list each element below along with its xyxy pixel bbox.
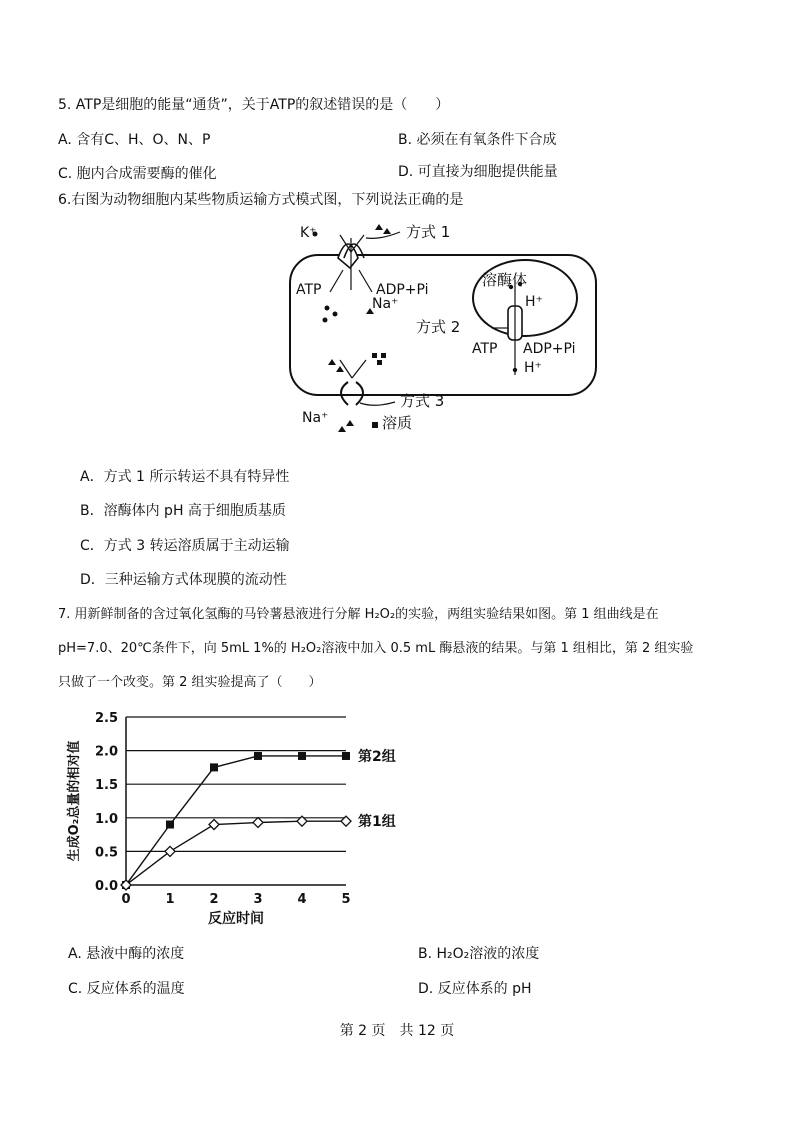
q5-option-a: A. 含有C、H、O、N、P <box>58 132 211 148</box>
legend-label: 第2组 <box>358 748 396 765</box>
h2-label: H⁺ <box>524 360 542 376</box>
q6-option-c: C．方式 3 转运溶质属于主动运输 <box>80 538 290 554</box>
h1-label: H⁺ <box>525 294 543 310</box>
data-point <box>210 763 218 771</box>
q6-stem: 6.右图为动物细胞内某些物质运输方式模式图，下列说法正确的是 <box>58 192 464 208</box>
na1-label: Na⁺ <box>372 296 399 312</box>
adp1-label: ADP+Pi <box>376 282 429 298</box>
data-point <box>166 821 174 829</box>
solute-label: 溶质 <box>382 414 413 432</box>
q6-option-b: B．溶酶体内 pH 高于细胞质基质 <box>80 503 286 519</box>
data-point <box>254 752 262 760</box>
q7-option-b: B. H₂O₂溶液的浓度 <box>418 946 540 962</box>
atp2-label: ATP <box>472 341 498 357</box>
data-point <box>253 818 263 828</box>
y-tick-label: 1.5 <box>94 778 118 794</box>
q7-line2: pH=7.0、20℃条件下，向 5mL 1%的 H₂O₂溶液中加入 0.5 mL 酶悬液的结果。与第 1 组相比，第 2 组实验 <box>58 641 694 656</box>
y-axis-label: 生成O₂总量的相对值 <box>67 740 82 862</box>
q7-option-c: C. 反应体系的温度 <box>68 981 185 997</box>
q7-option-a: A. 悬液中酶的浓度 <box>68 946 185 962</box>
data-point <box>342 752 350 760</box>
o2-chart <box>60 700 420 930</box>
q7-line1: 7. 用新鲜制备的含过氧化氢酶的马铃薯悬液进行分解 H₂O₂的实验，两组实验结果如图。第 1 组曲线是在 <box>58 607 659 622</box>
lysosome-label: 溶酶体 <box>482 271 528 289</box>
y-tick-label: 2.0 <box>94 744 118 760</box>
x-tick-label: 0 <box>121 892 131 907</box>
adp2-label: ADP+Pi <box>523 341 576 357</box>
x-tick-label: 2 <box>209 892 219 907</box>
x-tick-label: 1 <box>165 892 175 907</box>
data-point <box>209 820 219 830</box>
q7-line3: 只做了一个改变。第 2 组实验提高了（ ） <box>58 675 322 690</box>
way1-label: 方式 1 <box>406 223 451 241</box>
x-tick-label: 4 <box>297 892 307 907</box>
legend-label: 第1组 <box>358 814 396 831</box>
q7-option-d: D. 反应体系的 pH <box>418 981 532 997</box>
q6-option-a: A．方式 1 所示转运不具有特异性 <box>80 469 290 485</box>
data-point <box>298 752 306 760</box>
y-tick-label: 0.5 <box>94 845 118 861</box>
na2-label: Na⁺ <box>302 410 329 426</box>
k-ion-label: K⁺ <box>300 225 317 241</box>
q5-option-b: B. 必须在有氧条件下合成 <box>398 132 557 148</box>
y-tick-label: 2.5 <box>94 711 118 726</box>
series-line <box>126 821 346 885</box>
y-tick-label: 0.0 <box>94 879 118 894</box>
y-tick-label: 1.0 <box>94 811 118 827</box>
x-tick-label: 3 <box>253 892 263 907</box>
q5-stem: 5. ATP是细胞的能量“通货”，关于ATP的叙述错误的是（ ） <box>58 97 450 113</box>
q6-option-d: D．三种运输方式体现膜的流动性 <box>80 572 287 588</box>
x-axis-label: 反应时间 <box>208 911 264 927</box>
way3-label: 方式 3 <box>400 392 445 410</box>
page-footer: 第 2 页 共 12 页 <box>339 1023 455 1039</box>
way2-label: 方式 2 <box>416 318 461 336</box>
q5-option-c: C. 胞内合成需要酶的催化 <box>58 166 217 182</box>
atp1-label: ATP <box>296 282 322 298</box>
transport-diagram <box>280 210 610 440</box>
x-tick-label: 5 <box>341 892 351 907</box>
q5-option-d: D. 可直接为细胞提供能量 <box>398 164 558 180</box>
